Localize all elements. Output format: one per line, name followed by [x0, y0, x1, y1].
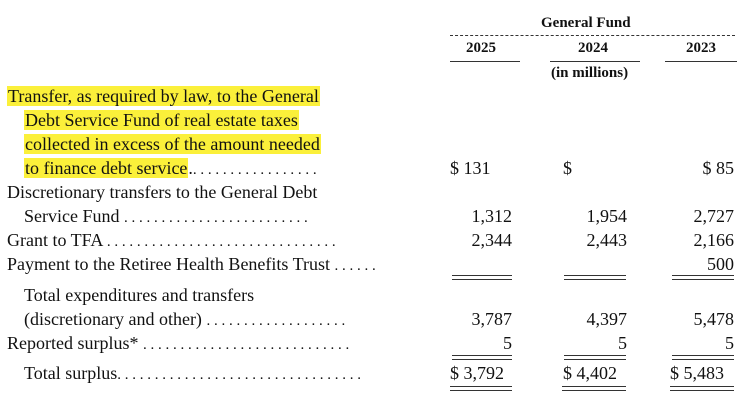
reported-underline-2023	[672, 355, 734, 360]
discretionary-dots: . . . . . . . . . . . . . . . . . . . . . . . . .	[123, 210, 308, 226]
year-underline-2024	[550, 61, 640, 62]
total-exp-2024: 4,397	[586, 309, 627, 329]
grant-2023: 2,166	[693, 230, 734, 250]
discretionary-line-1: Discretionary transfers to the General Debt	[7, 182, 318, 202]
total-surplus-underline-2025	[450, 386, 512, 391]
transfer-line-4: to finance debt service.. . . . . . . . . . . . . . . . .	[25, 158, 317, 178]
year-underline-2023	[665, 61, 737, 62]
year-2023: 2023	[686, 40, 716, 56]
reported-2025: 5	[503, 333, 512, 353]
retiree-dots: . . . . . .	[334, 258, 376, 274]
year-2025: 2025	[466, 40, 496, 56]
fund-title: General Fund	[541, 15, 631, 31]
reported-2023: 5	[725, 333, 734, 353]
year-underline-2025	[450, 61, 520, 62]
discretionary-line-2: Service Fund . . . . . . . . . . . . . . . . . . . . . . . . .	[24, 206, 308, 226]
grant-label: Grant to TFA . . . . . . . . . . . . . . . . . . . . . . . . . . . . . . .	[7, 230, 336, 250]
total-surplus-2023: $ 5,483	[670, 363, 724, 383]
discretionary-2024: 1,954	[586, 206, 627, 226]
transfer-2023: $ 85	[702, 158, 734, 178]
grant-2025: 2,344	[471, 230, 512, 250]
total-exp-2023: 5,478	[693, 309, 734, 329]
transfer-2024: $	[563, 158, 572, 178]
reported-label: Reported surplus* . . . . . . . . . . . . . . . . . . . . . . . . . . . .	[7, 333, 350, 353]
discretionary-2025: 1,312	[471, 206, 512, 226]
total-surplus-underline-2023	[670, 386, 734, 391]
discretionary-2023: 2,727	[693, 206, 734, 226]
transfer-2025: $ 131	[450, 158, 491, 178]
total-exp-2025: 3,787	[471, 309, 512, 329]
reported-2024: 5	[618, 333, 627, 353]
total-exp-line-1: Total expenditures and transfers	[24, 285, 255, 305]
header-divider	[450, 35, 735, 36]
grant-2024: 2,443	[586, 230, 627, 250]
reported-underline-2024	[564, 355, 626, 360]
retiree-underline-2023	[672, 275, 734, 280]
total-surplus-dots: . . . . . . . . . . . . . . . . . . . . . . . . . . . . . . . . .	[117, 367, 361, 383]
retiree-underline-2024	[564, 275, 626, 280]
transfer-dots: . . . . . . . . . . . . . . . . .	[192, 162, 317, 178]
retiree-2023: 500	[707, 254, 734, 274]
units-label: (in millions)	[551, 65, 629, 81]
transfer-leader-period: .	[188, 158, 193, 178]
transfer-line-2: Debt Service Fund of real estate taxes	[25, 110, 298, 130]
grant-dots: . . . . . . . . . . . . . . . . . . . . . . . . . . . . . . .	[106, 234, 336, 250]
transfer-line-1: Transfer, as required by law, to the General	[8, 86, 319, 106]
total-surplus-2024: $ 4,402	[563, 363, 617, 383]
total-surplus-2025: $ 3,792	[450, 363, 504, 383]
retiree-label: Payment to the Retiree Health Benefits Trust . . . . . .	[7, 254, 376, 274]
total-surplus-underline-2024	[562, 386, 626, 391]
total-exp-line-2: (discretionary and other) . . . . . . . . . . . . . . . . . . .	[24, 309, 346, 329]
retiree-underline-2025	[452, 275, 512, 280]
total-surplus-label: Total surplus. . . . . . . . . . . . . . . . . . . . . . . . . . . . . . . . .	[24, 363, 361, 383]
reported-dots: . . . . . . . . . . . . . . . . . . . . . . . . . . . .	[142, 337, 350, 353]
transfer-line-3: collected in excess of the amount needed	[25, 134, 320, 154]
total-exp-dots: . . . . . . . . . . . . . . . . . . .	[206, 313, 346, 329]
reported-underline-2025	[452, 355, 512, 360]
year-2024: 2024	[578, 40, 608, 56]
